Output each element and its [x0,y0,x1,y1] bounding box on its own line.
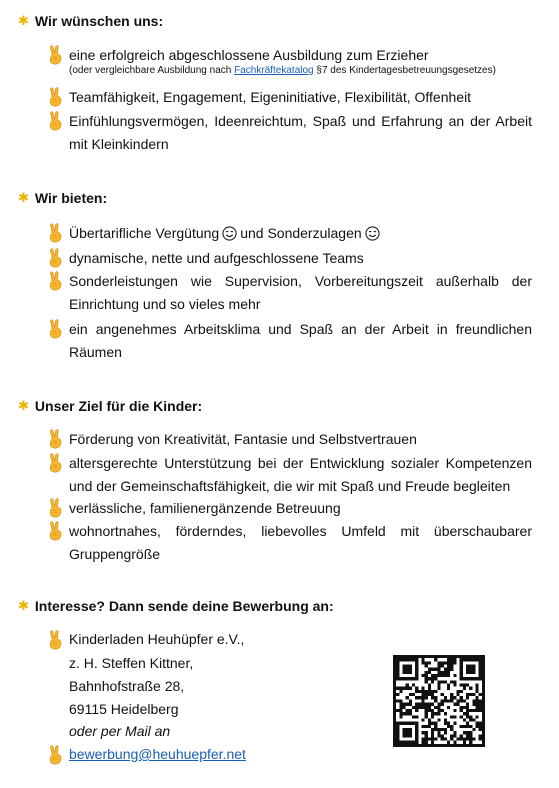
list-item [48,44,532,77]
address-line-attention: z. H. Steffen Kittner, [69,655,194,671]
heading-text: Unser Ziel für die Kinder: [34,398,203,414]
heading-text: Interesse? Dann sende deine Bewerbung an: [34,598,334,614]
item-text [69,222,532,245]
item-text: dynamische, nette und aufgeschlossene Teams [69,250,364,266]
victory-hand-icon [48,45,64,65]
star-icon: ✱ [18,398,29,413]
victory-hand-icon [48,111,64,131]
heading-text: Wir bieten: [34,190,108,206]
victory-hand-icon [48,630,64,650]
email-link[interactable]: bewerbung@heuhuepfer.net [69,746,246,762]
section-heading-goals [18,398,202,414]
item-text: verlässliche, familienergänzende Betreuung [69,500,341,516]
item-text: wohnortnahes, förderndes, liebevolles Umfeld mit überschaubarer Gruppengröße [69,523,532,562]
list-item [48,318,532,364]
fachkraeftekatalog-link[interactable]: Fachkräftekatalog [234,65,314,76]
victory-hand-icon [48,87,64,107]
list-item [48,110,532,156]
victory-hand-icon [48,498,64,518]
section-heading-wishes [18,13,163,29]
list-item [48,428,532,451]
victory-hand-icon [48,319,64,339]
item-text: Einfühlungsvermögen, Ideenreichtum, Spaß und Erfahrung an der Arbeit mit Kleinkindern [69,113,532,152]
item-text: Sonderleistungen wie Supervision, Vorbereitungszeit außerhalb der Einrichtung und so vieles mehr [69,273,532,312]
heading-text: Wir wünschen uns: [34,13,164,29]
star-icon: ✱ [18,190,29,205]
list-item [48,247,532,270]
item-text-part: Übertarifliche Vergütung [69,225,220,241]
note-prefix: (oder vergleichbare Ausbildung nach [69,65,235,76]
list-item [48,452,532,498]
section-heading-offers [18,190,107,206]
list-item [48,86,532,109]
list-item [48,520,532,566]
list-item [48,497,532,520]
smiling-face-icon [222,226,237,241]
list-item [48,270,532,316]
item-text: altersgerechte Unterstützung bei der Entwicklung sozialer Kompetenzen und der Gemeinschaftsfähigkeit, die wir mit Spaß und Freude begleiten [69,455,532,494]
victory-hand-icon [48,223,64,243]
star-icon: ✱ [18,13,29,28]
victory-hand-icon [48,453,64,473]
victory-hand-icon [48,248,64,268]
qr-code [392,655,486,747]
address-line-name: Kinderladen Heuhüpfer e.V., [69,631,245,647]
victory-hand-icon [48,429,64,449]
mail-hint: oder per Mail an [69,723,171,739]
item-note [69,65,532,77]
section-heading-contact [18,598,334,614]
address-line-street: Bahnhofstraße 28, [69,678,185,694]
note-suffix: §7 des Kindertagesbetreuungsgesetzes) [313,65,496,76]
address-line-city: 69115 Heidelberg [69,701,179,717]
list-item [48,222,532,245]
victory-hand-icon [48,745,64,765]
item-text: eine erfolgreich abgeschlossene Ausbildung zum Erzieher [69,47,429,63]
item-text-part: und Sonderzulagen [240,225,362,241]
item-text: ein angenehmes Arbeitsklima und Spaß an der Arbeit in freundlichen Räumen [69,321,532,360]
item-text: Teamfähigkeit, Engagement, Eigeninitiative, Flexibilität, Offenheit [69,89,472,105]
star-icon: ✱ [18,598,29,613]
victory-hand-icon [48,271,64,291]
smiling-face-icon [365,226,380,241]
victory-hand-icon [48,521,64,541]
item-text: Förderung von Kreativität, Fantasie und Selbstvertrauen [69,431,417,447]
